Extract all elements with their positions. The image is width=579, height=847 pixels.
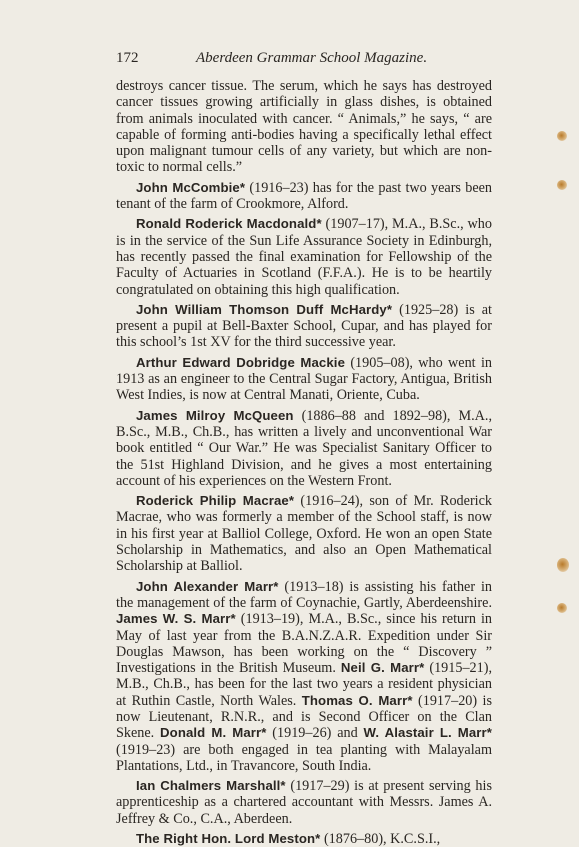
text-run: (1916–23) has for the past two years been tenant of the farm of Crookmore, Alford.: [116, 179, 493, 213]
text-run: (1925–28) is at present a pupil at Bell-Baxter School, Cupar, and has played for this school’s 1st XV for the third successive year.: [116, 301, 493, 351]
text-run: (1886–88 and 1892–98), M.A., B.Sc., M.B., Ch.B., has written a lively and unconventional War book entitled “ Our War.” He was Specialist Sanitary Officer to the 51st Highland Division, and he gives a most entertaining account of his experiences on the Western Front.: [116, 407, 492, 489]
text-run: (1915–21), M.B., Ch.B., has been for the last two years a resident physician at Ruthin Castle, North Wales.: [116, 660, 493, 709]
person-name: John Alexander Marr*: [136, 578, 279, 594]
text-run: (1917–20) is now Lieutenant, R.N.R., and is Second Officer on the Clan Skene.: [116, 692, 492, 742]
binding-hole-mark: [557, 131, 567, 141]
person-name: The Right Hon. Lord Meston*: [136, 831, 321, 847]
paragraph: [116, 302, 492, 351]
text-run: (1919–26) and: [266, 725, 364, 742]
text-run: (1913–18) is assisting his father in the management of the farm of Coynachie, Gartly, Aberdeenshire.: [116, 578, 492, 611]
binding-hole-mark: [557, 603, 567, 613]
body-text: [116, 78, 492, 847]
text-run: (1913–19), M.A., B.Sc., since his return in May of last year from the B.A.N.Z.A.R. Expedition under Sir Douglas Mawson, has been working on the “ Discovery ” Investigations in the British Museum.: [116, 611, 492, 677]
binding-hole-mark: [557, 558, 569, 572]
person-name: James Milroy McQueen: [136, 407, 294, 423]
text-run: (1876–80), K.C.S.I.,: [320, 831, 441, 847]
text-run: (1905–08), who went in 1913 as an engineer to the Central Sugar Factory, Antigua, British West Indies, is now at Central Manati, Oriente, Cuba.: [116, 354, 492, 404]
person-name: Ian Chalmers Marshall*: [136, 778, 286, 794]
paragraph: [116, 831, 492, 847]
text-run: (1916–24), son of Mr. Roderick Macrae, who was formerly a member of the School staff, is now in his first year at Balliol College, Oxford. He won an open State Scholarship in Mathematics, and also an Open Mathematical Scholarship at Balliol.: [116, 493, 493, 575]
binding-hole-mark: [557, 180, 567, 190]
person-name: W. Alastair L. Marr*: [363, 725, 492, 741]
text-run: (1919–23) are both engaged in tea planting with Malayalam Plantations, Ltd., in Travancore, South India.: [116, 741, 492, 774]
text-run: (1907–17), M.A., B.Sc., who is in the service of the Sun Life Assurance Society in Edinburgh, has recently passed the final examination for Fellowship of the Faculty of Actuaries in Scotland (F.F.A.). He is to be heartily congratulated on obtaining this high qualification.: [116, 216, 492, 298]
person-name: James W. S. Marr*: [116, 611, 236, 627]
text-run: (1917–29) is at present serving his apprenticeship as a chartered accountant with Messrs. James A. Jeffrey & Co., C.A., Aberdeen.: [116, 778, 492, 827]
paragraph: [116, 180, 492, 213]
paragraph: [116, 408, 492, 489]
person-name: Roderick Philip Macrae*: [136, 493, 295, 509]
person-name: John McCombie*: [136, 179, 246, 195]
person-name: Ronald Roderick Macdonald*: [136, 216, 322, 232]
running-title: Aberdeen Grammar School Magazine.: [196, 50, 428, 66]
paragraph: [116, 579, 492, 775]
paragraph: [116, 493, 492, 574]
page-number: 172: [116, 50, 139, 66]
paragraph: [116, 355, 492, 404]
person-name: Thomas O. Marr*: [301, 692, 413, 708]
person-name: John William Thomson Duff McHardy*: [136, 301, 393, 317]
page-header: [116, 48, 496, 68]
person-name: Neil G. Marr*: [340, 660, 425, 676]
person-name: Donald M. Marr*: [160, 725, 267, 741]
paragraph: [116, 78, 492, 176]
text-run: destroys cancer tissue. The serum, which he says has destroyed cancer tissues growing artificially in glass dishes, is obtained from animals inoculated with cancer. “ Animals,” he says, “ are capable of forming anti-bodies having a specifically lethal effect upon malignant tumour cells of any variety, but which are non-toxic to normal cells.”: [116, 78, 492, 176]
paragraph: [116, 216, 492, 297]
paragraph: [116, 778, 492, 827]
person-name: Arthur Edward Dobridge Mackie: [136, 354, 345, 370]
